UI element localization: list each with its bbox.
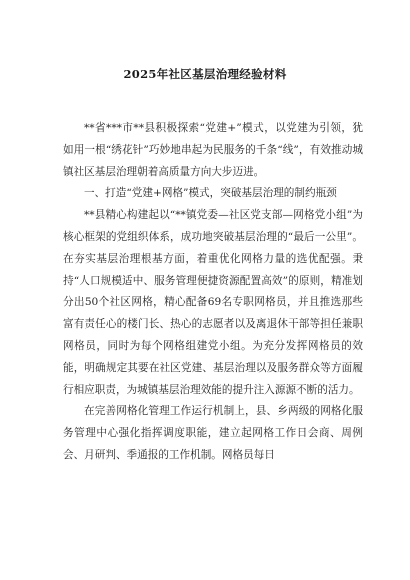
intro-paragraph: **省***市**县积极探索“党建+”模式，以党建为引领，犹如用一根“绣花针”巧妙地串起为民服务的千条“线”，有效推动城镇社区基层治理朝着高质量方向大步迈进。 (63, 122, 363, 178)
section-heading: 一、打造“党建+网格”模式，突破基层治理的制约瓶颈 (84, 187, 337, 200)
body-paragraph: 在完善网格化管理工作运行机制上，县、乡两级的网格化服务管理中心强化指挥调度职能，建立起网格工作日会商、周例会、月研判、季通报的工作机制。网格员每日 (63, 405, 363, 461)
document-title: 2025年社区基层治理经验材料 (123, 67, 287, 81)
document-body (63, 118, 363, 467)
body-paragraph: **县精心构建起以“**镇党委—社区党支部—网格党小组”为核心框架的党组织体系，成功地突破基层治理的“最后一公里”。在夯实基层治理根基方面，着重优化网格力量的选优配强。秉持“人口规模适中、服务管理便捷资源配置高效”的原则，精准划分出50个社区网格，精心配备69名专职网格员，并且推选那些富有责任心的楼门长、热心的志愿者以及离退休干部等担任兼职网格员，同时为每个网格组建党小组。为充分发挥网格员的效能，明确规定其要在社区党建、基层治理以及服务群众等方面履行相应职责，为城镇基层治理效能的提升注入源源不断的活力。 (63, 209, 363, 396)
